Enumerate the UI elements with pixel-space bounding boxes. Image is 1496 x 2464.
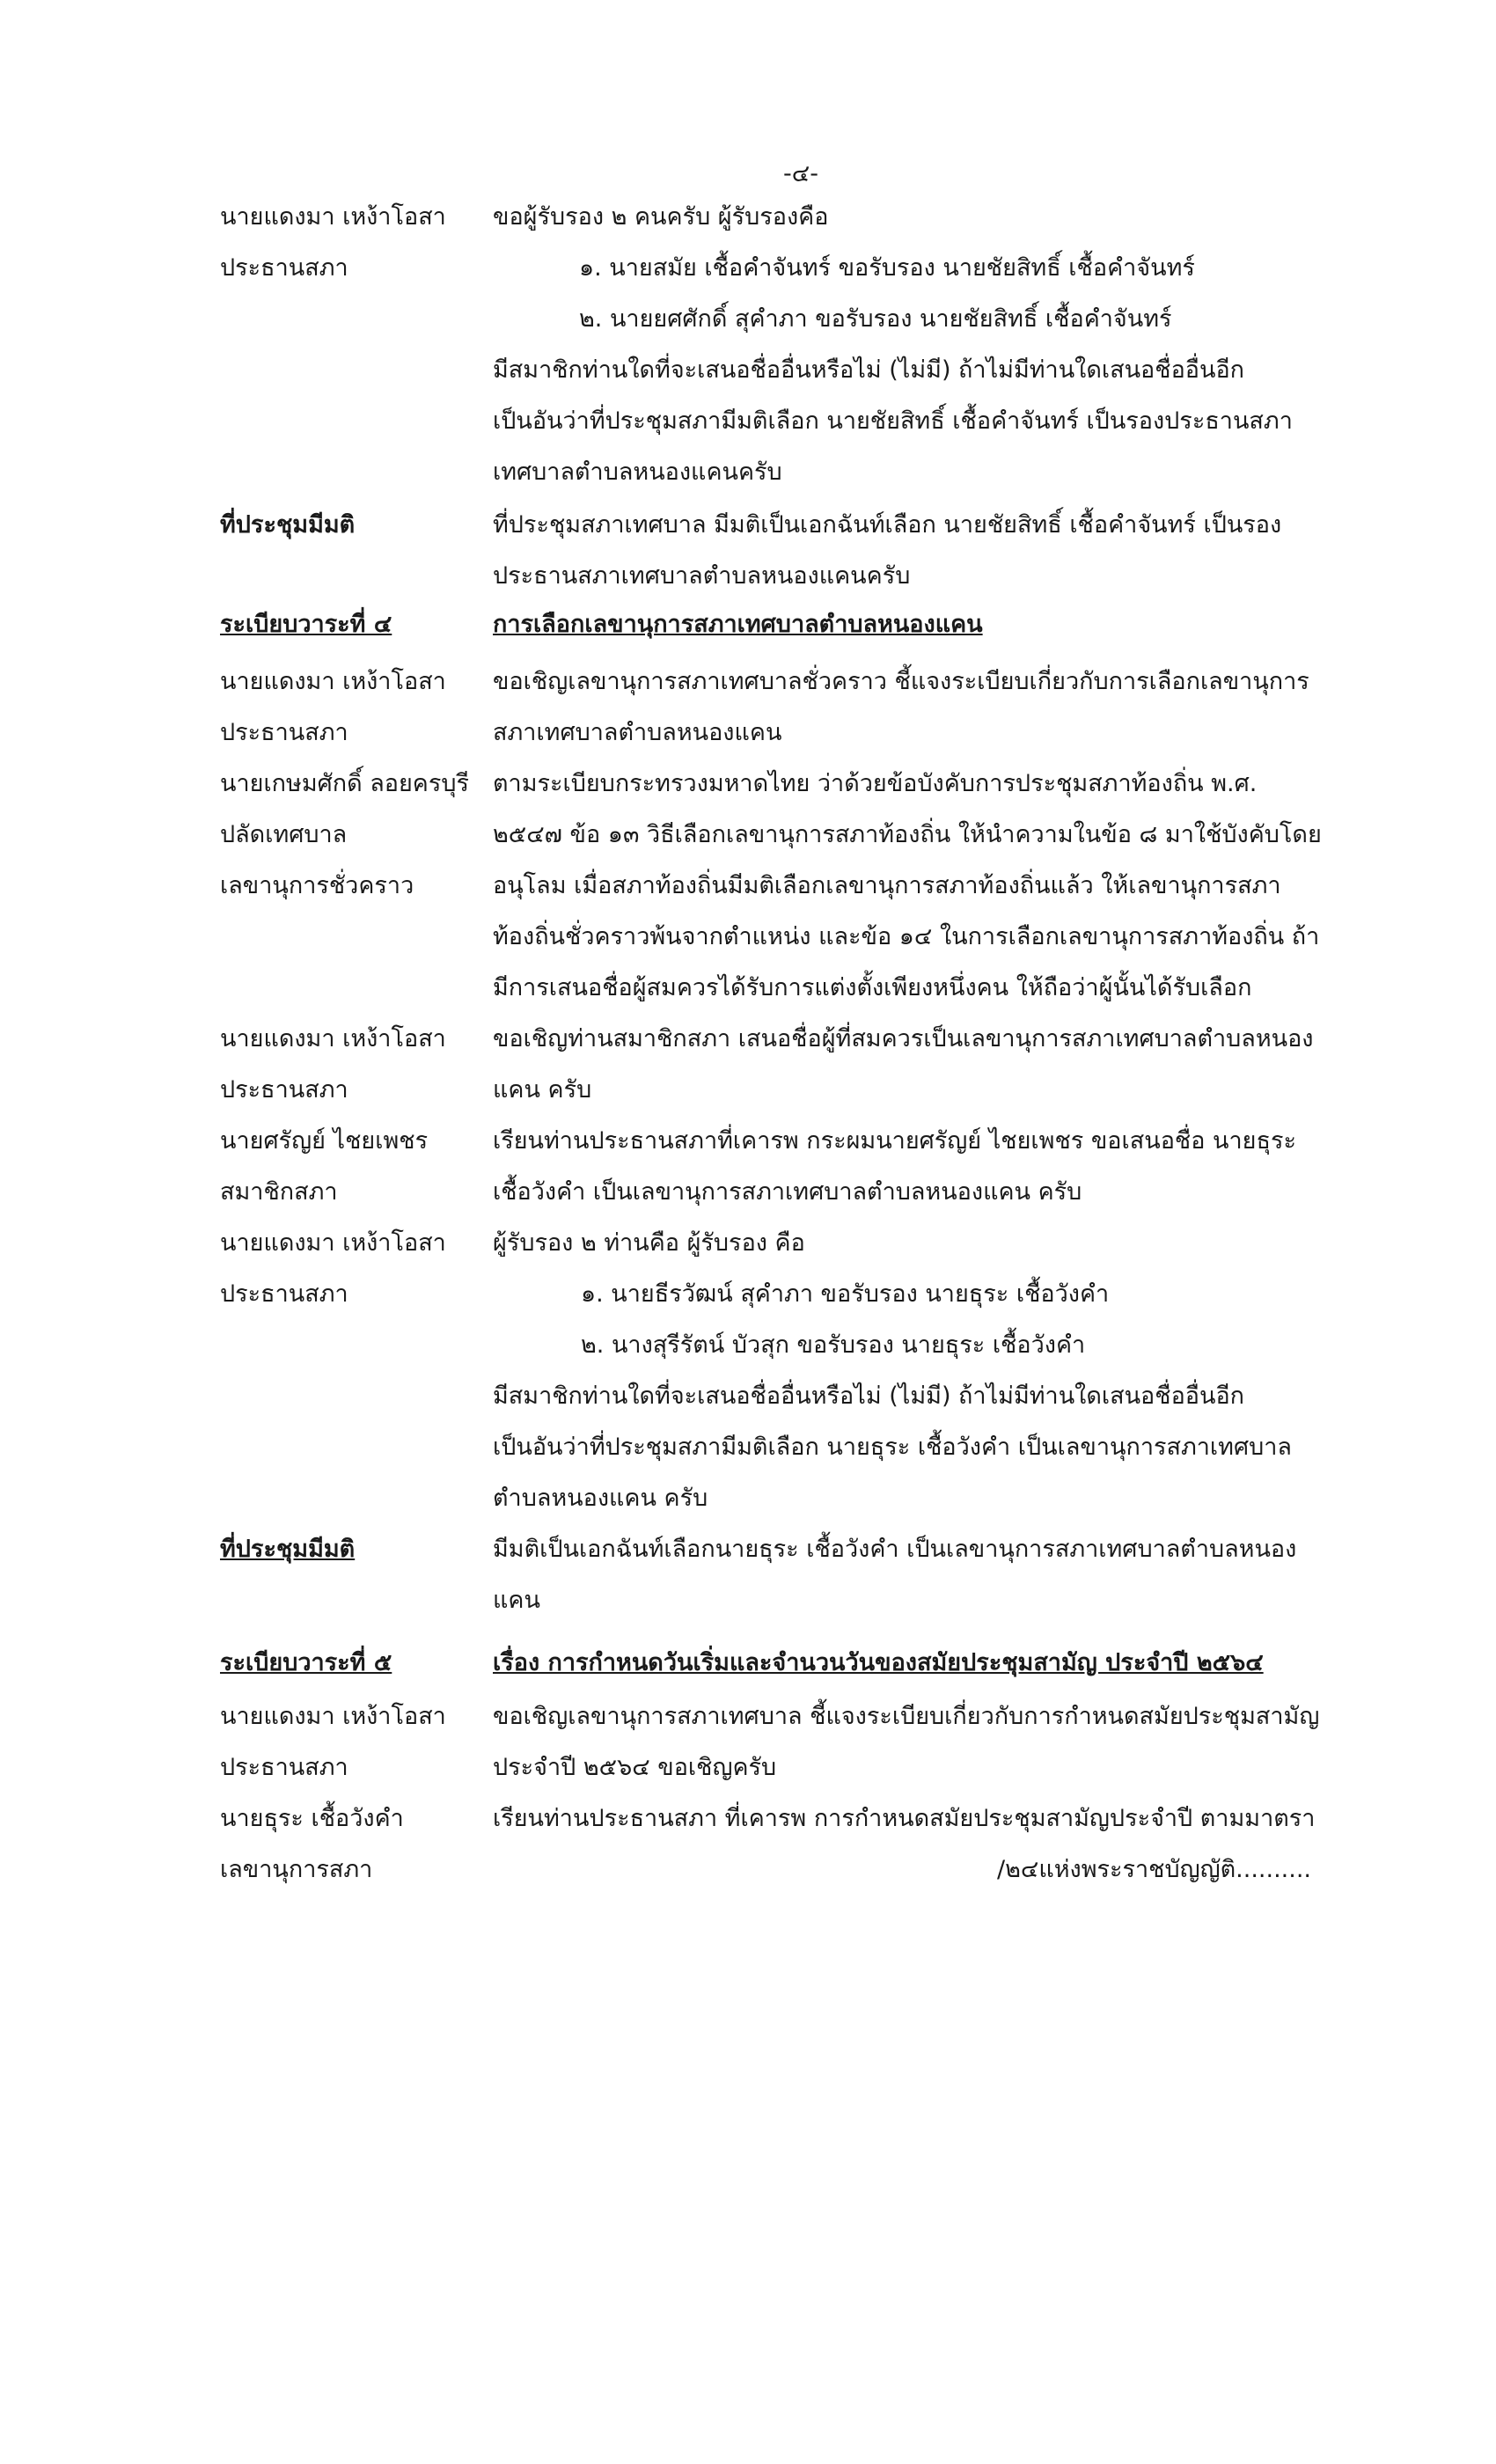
page-number: -๔- <box>783 160 818 187</box>
statement <box>493 1014 1338 1116</box>
agenda-number: ระเบียบวาระที่ ๕ <box>220 1649 392 1676</box>
speaker-position: ประธานสภา <box>220 254 348 282</box>
statement-line: เทศบาลตำบลหนองแคนครับ <box>493 458 782 486</box>
statement-line: มีการเสนอชื่อผู้สมควรได้รับการแต่งตั้งเพียงหนึ่งคน ให้ถือว่าผู้นั้นได้รับเลือก <box>493 974 1252 1001</box>
statement-line: มีสมาชิกท่านใดที่จะเสนอชื่ออื่นหรือไม่ (ไม่มี) ถ้าไม่มีท่านใดเสนอชื่ออื่นอีก <box>493 356 1245 384</box>
statement <box>493 1691 1338 1793</box>
speaker-name: นายศรัญย์ ไชยเพชร <box>220 1127 429 1155</box>
endorser-line: ๒. นายยศศักดิ์ สุคำภา ขอรับรอง นายชัยสิทธิ์ เชื้อคำจันทร์ <box>579 305 1172 333</box>
speaker-name: นายแดงมา เหง้าโอสา <box>220 668 446 695</box>
resolution-text <box>493 500 1338 602</box>
resolution-heading-cell <box>220 1524 493 1575</box>
endorser-line: ๑. นายธีรวัฒน์ สุคำภา ขอรับรอง นายธุระ เชื้อวังคำ <box>581 1280 1110 1308</box>
minutes-entry <box>220 1014 1338 1116</box>
speaker-position: ปลัดเทศบาล <box>220 821 348 848</box>
speaker-position: เลขานุการสภา <box>220 1856 373 1883</box>
minutes-entry <box>220 1793 1338 1896</box>
minutes-entry <box>220 1116 1338 1218</box>
statement-line: เชื้อวังคำ เป็นเลขานุการสภาเทศบาลตำบลหนองแคน ครับ <box>493 1178 1082 1206</box>
minutes-entry <box>220 1218 1338 1524</box>
speaker-position: ประธานสภา <box>220 1280 348 1308</box>
agenda-title-cell <box>493 1646 1338 1681</box>
statement-line: เป็นอันว่าที่ประชุมสภามีมติเลือก นายชัยสิทธิ์ เชื้อคำจันทร์ เป็นรองประธานสภา <box>493 407 1293 435</box>
minutes-entry <box>220 759 1338 1014</box>
statement <box>493 1793 1338 1896</box>
speaker <box>220 1691 493 1793</box>
statement-line: ที่ประชุมสภาเทศบาล มีมติเป็นเอกฉันท์เลือก นายชัยสิทธิ์ เชื้อคำจันทร์ เป็นรอง <box>493 511 1282 539</box>
statement-line: ตำบลหนองแคน ครับ <box>493 1485 708 1512</box>
statement-line: ขอเชิญเลขานุการสภาเทศบาลชั่วคราว ชี้แจงระเบียบเกี่ยวกับการเลือกเลขานุการ <box>493 668 1309 695</box>
endorser-line: ๑. นายสมัย เชื้อคำจันทร์ ขอรับรอง นายชัยสิทธิ์ เชื้อคำจันทร์ <box>579 254 1195 282</box>
agenda-item <box>220 1646 1338 1681</box>
speaker <box>220 1116 493 1218</box>
statement <box>493 759 1338 1014</box>
statement-line: มีมติเป็นเอกฉันท์เลือกนายธุระ เชื้อวังคำ เป็นเลขานุการสภาเทศบาลตำบลหนอง <box>493 1536 1297 1563</box>
statement-line: ท้องถิ่นชั่วคราวพ้นจากตำแหน่ง และข้อ ๑๔ ในการเลือกเลขานุการสภาท้องถิ่น ถ้า <box>493 923 1320 950</box>
statement-line: ขอเชิญท่านสมาชิกสภา เสนอชื่อผู้ที่สมควรเป็นเลขานุการสภาเทศบาลตำบลหนอง <box>493 1025 1314 1052</box>
minutes-entry <box>220 1691 1338 1793</box>
speaker-name: นายเกษมศักดิ์ ลอยครบุรี <box>220 770 469 797</box>
speaker-position: ประธานสภา <box>220 1754 348 1781</box>
resolution-heading: ที่ประชุมมีมติ <box>220 511 356 539</box>
speaker-role: เลขานุการชั่วคราว <box>220 872 414 899</box>
continuation-line: /๒๔แห่งพระราชบัญญัติ.......... <box>996 1856 1311 1883</box>
resolution-heading: ที่ประชุมมีมติ <box>220 1536 356 1563</box>
statement-line: เรียนท่านประธานสภาที่เคารพ กระผมนายศรัญย์ ไชยเพชร ขอเสนอชื่อ นายธุระ <box>493 1127 1296 1155</box>
statement-line: อนุโลม เมื่อสภาท้องถิ่นมีมติเลือกเลขานุการสภาท้องถิ่นแล้ว ให้เลขานุการสภา <box>493 872 1281 899</box>
statement <box>493 656 1338 759</box>
statement-line: แคน ครับ <box>493 1076 592 1104</box>
minutes-entry <box>220 192 1338 498</box>
statement-line: สภาเทศบาลตำบลหนองแคน <box>493 719 782 746</box>
resolution-entry <box>220 1524 1338 1626</box>
statement-line: ขอเชิญเลขานุการสภาเทศบาล ชี้แจงระเบียบเกี่ยวกับการกำหนดสมัยประชุมสามัญ <box>493 1703 1320 1730</box>
statement <box>493 1218 1338 1524</box>
speaker-position: ประธานสภา <box>220 1076 348 1104</box>
speaker <box>220 1793 493 1896</box>
endorser-line: ๒. นางสุรีรัตน์ บัวสุก ขอรับรอง นายธุระ เชื้อวังคำ <box>581 1331 1086 1359</box>
statement-line: ตามระเบียบกระทรวงมหาดไทย ว่าด้วยข้อบังคับการประชุมสภาท้องถิ่น พ.ศ. <box>493 770 1258 797</box>
agenda-item <box>220 607 1338 642</box>
speaker <box>220 1218 493 1320</box>
agenda-label-cell <box>220 607 493 642</box>
agenda-title: การเลือกเลขานุการสภาเทศบาลตำบลหนองแคน <box>493 611 983 638</box>
statement-line: ประธานสภาเทศบาลตำบลหนองแคนครับ <box>493 562 911 590</box>
statement-line: เป็นอันว่าที่ประชุมสภามีมติเลือก นายธุระ เชื้อวังคำ เป็นเลขานุการสภาเทศบาล <box>493 1434 1292 1461</box>
statement-line: มีสมาชิกท่านใดที่จะเสนอชื่ออื่นหรือไม่ (ไม่มี) ถ้าไม่มีท่านใดเสนอชื่ออื่นอีก <box>493 1382 1245 1410</box>
statement <box>493 1116 1338 1218</box>
speaker <box>220 759 493 912</box>
speaker-position: ประธานสภา <box>220 719 348 746</box>
speaker <box>220 192 493 294</box>
resolution-heading-cell <box>220 500 493 551</box>
speaker-name: นายแดงมา เหง้าโอสา <box>220 1703 446 1730</box>
statement <box>493 192 1338 498</box>
speaker-name: นายแดงมา เหง้าโอสา <box>220 203 446 231</box>
statement-line: ผู้รับรอง ๒ ท่านคือ ผู้รับรอง คือ <box>493 1229 805 1257</box>
speaker-name: นายแดงมา เหง้าโอสา <box>220 1025 446 1052</box>
speaker <box>220 656 493 759</box>
speaker-name: นายธุระ เชื้อวังคำ <box>220 1805 404 1832</box>
speaker-position: สมาชิกสภา <box>220 1178 338 1206</box>
statement-line: ประจำปี ๒๕๖๔ ขอเชิญครับ <box>493 1754 777 1781</box>
agenda-title: เรื่อง การกำหนดวันเริ่มและจำนวนวันของสมัยประชุมสามัญ ประจำปี ๒๕๖๔ <box>493 1649 1264 1676</box>
resolution-text <box>493 1524 1338 1626</box>
minutes-entry <box>220 656 1338 759</box>
statement-line: แคน <box>493 1587 540 1614</box>
resolution-entry <box>220 500 1338 602</box>
statement-line: ๒๕๔๗ ข้อ ๑๓ วิธีเลือกเลขานุการสภาท้องถิ่น ให้นำความในข้อ ๘ มาใช้บังคับโดย <box>493 821 1322 848</box>
agenda-label-cell <box>220 1646 493 1681</box>
agenda-number: ระเบียบวาระที่ ๔ <box>220 611 392 638</box>
speaker-name: นายแดงมา เหง้าโอสา <box>220 1229 446 1257</box>
agenda-title-cell <box>493 607 1338 642</box>
statement-line: ขอผู้รับรอง ๒ คนครับ ผู้รับรองคือ <box>493 203 829 231</box>
statement-line: เรียนท่านประธานสภา ที่เคารพ การกำหนดสมัยประชุมสามัญประจำปี ตามมาตรา <box>493 1805 1316 1832</box>
speaker <box>220 1014 493 1116</box>
